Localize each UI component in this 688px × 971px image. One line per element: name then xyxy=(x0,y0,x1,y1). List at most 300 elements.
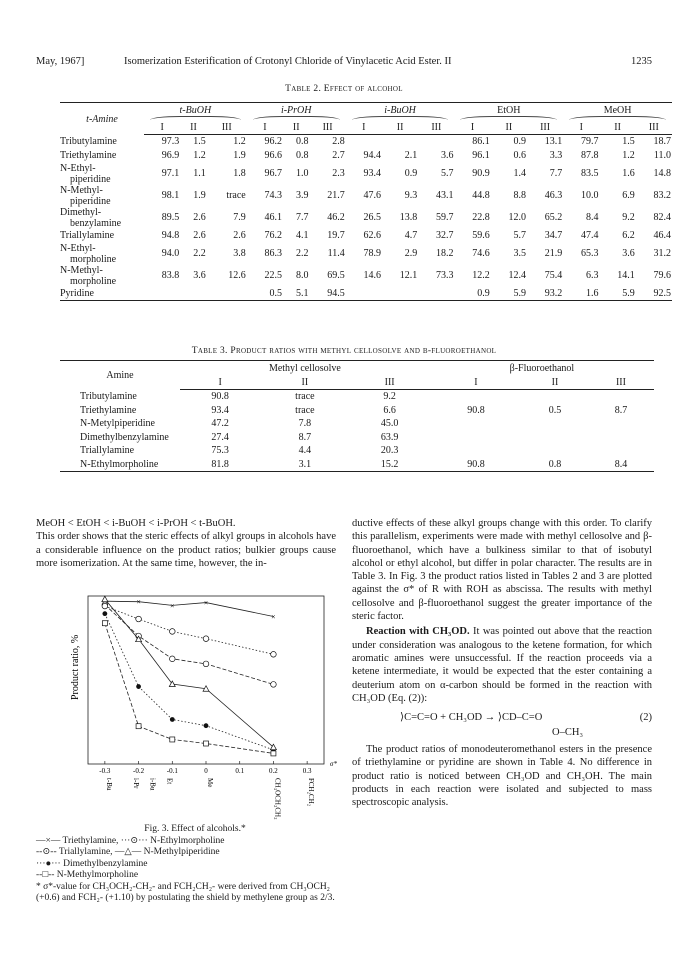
group-label: Et xyxy=(165,778,174,785)
table-cell: 1.2 xyxy=(622,150,635,161)
x-tick-label: 0.2 xyxy=(269,767,278,775)
data-point: × xyxy=(170,601,175,611)
table-row xyxy=(60,207,672,229)
table-cell: 2.6 xyxy=(193,212,206,223)
table3-subheader: I xyxy=(430,375,522,390)
table2-group-header: t-BuOH xyxy=(144,103,247,121)
table3-product-ratios xyxy=(60,360,654,472)
table-cell: 82.4 xyxy=(653,212,671,223)
data-point: × xyxy=(271,612,276,622)
paragraph: ductive effects of these alkyl groups change with this order. To clarify this parallelism, experiments were made with methyl cellosolve and β-fluoroethanol, which have a bulkiness similar to that of isobutyl alcohol or ethyl alcohol, but differ in polar character. The results are in Table 3. In Fig. 3 the product ratios listed in Tables 2 and 3 are plotted against the σ* of R with ROH as abscissa. The results with methyl cellosolve and β-fluoroethanol suggest the greater importance of the steric factor. xyxy=(352,518,652,623)
table-cell: 45.0 xyxy=(380,418,399,430)
right-column-text xyxy=(352,517,652,810)
table3-subheader: III xyxy=(349,375,429,390)
table-cell: 2.7 xyxy=(332,150,345,161)
table-cell: 5.9 xyxy=(599,287,635,301)
table-cell xyxy=(382,287,418,301)
legend-line: --□-- N-Methylmorpholine xyxy=(36,870,139,880)
table2-subheader: II xyxy=(180,120,206,135)
table-cell xyxy=(522,390,588,404)
table-cell: 1.9 xyxy=(193,190,206,201)
table-cell: 96.2 xyxy=(264,136,282,148)
table-cell: 0.8 xyxy=(295,150,309,161)
table-cell: 3.5 xyxy=(513,248,526,259)
table-cell: 3.6 xyxy=(440,150,454,161)
table-cell xyxy=(430,390,522,404)
table-cell xyxy=(588,444,654,458)
table2-alcohol-effect xyxy=(60,102,672,301)
page-number: 1235 xyxy=(631,56,652,67)
table-cell: 9.2 xyxy=(383,391,396,403)
amine-name: N-Ethyl- piperidine xyxy=(60,162,111,185)
table-cell: 0.6 xyxy=(513,150,526,161)
legend-line: ···●··· Dimethylbenzylamine xyxy=(36,858,148,869)
data-point xyxy=(203,636,209,642)
table-cell: 59.7 xyxy=(435,212,454,223)
table-cell xyxy=(588,390,654,404)
table-cell: 0.8 xyxy=(295,136,309,148)
equation xyxy=(352,705,652,743)
table2-subheader: I xyxy=(563,120,599,135)
table-cell: 2.2 xyxy=(193,248,206,259)
data-point xyxy=(271,751,276,756)
table-cell: 90.8 xyxy=(430,458,522,472)
table-row xyxy=(60,390,654,404)
table-cell xyxy=(430,444,522,458)
table-row xyxy=(60,404,654,418)
table-cell: 15.2 xyxy=(349,458,429,472)
data-point xyxy=(170,717,175,722)
table-cell: 6.9 xyxy=(622,190,635,201)
table-cell: 9.3 xyxy=(404,190,418,201)
table-cell: 0.9 xyxy=(454,287,490,301)
table-cell: 59.6 xyxy=(472,230,490,241)
table-cell: 96.6 xyxy=(264,150,282,161)
table-cell: 14.6 xyxy=(363,270,381,281)
table-cell: 74.3 xyxy=(264,190,282,201)
table-cell: 5.7 xyxy=(513,230,526,241)
data-point xyxy=(271,651,277,657)
table-cell xyxy=(430,431,522,445)
paragraph: This order shows that the steric effects of alkyl groups in alcohols have a considerable influence on the product ratios; bulkier groups cause more isomerization. At the same time, however, the in- xyxy=(36,531,336,569)
table-cell: 94.4 xyxy=(363,150,381,161)
equation-number: (2) xyxy=(639,712,652,724)
table-cell: 63.9 xyxy=(380,431,399,443)
table3-caption: Table 3. Product ratios with methyl cellosolve and β-fluoroethanol xyxy=(191,346,497,356)
table-cell: 1.2 xyxy=(233,136,246,148)
data-point xyxy=(169,656,175,662)
table-cell: 86.3 xyxy=(264,248,282,259)
data-point xyxy=(170,737,175,742)
table-cell: 5.9 xyxy=(491,287,527,301)
series-line xyxy=(105,605,274,685)
table-cell xyxy=(418,135,454,149)
data-point: × xyxy=(203,598,209,608)
table-cell: 0.9 xyxy=(513,136,526,148)
table2-subheader: I xyxy=(144,120,180,135)
table-cell: 1.0 xyxy=(295,168,309,179)
table-cell: 83.8 xyxy=(161,270,180,281)
table-cell: 96.7 xyxy=(264,168,282,179)
table-cell: 1.4 xyxy=(513,168,526,179)
table-cell: 0.8 xyxy=(522,458,588,472)
table-cell: 1.1 xyxy=(193,168,206,179)
table-row xyxy=(60,135,672,149)
table-cell: 20.3 xyxy=(380,445,399,457)
data-point xyxy=(203,661,209,667)
table-row xyxy=(60,149,672,163)
table-cell: 7.9 xyxy=(233,212,246,223)
table-cell: 4.1 xyxy=(295,230,309,241)
table-cell: 87.8 xyxy=(580,150,599,161)
figure-caption xyxy=(36,824,336,905)
table-cell: 1.6 xyxy=(622,168,635,179)
table-cell: 74.6 xyxy=(472,248,490,259)
table-cell: 90.9 xyxy=(472,168,490,179)
table-cell: 83.2 xyxy=(653,190,671,201)
table-cell: 0.9 xyxy=(404,168,418,179)
table-cell: 93.2 xyxy=(527,287,563,301)
table-cell: 47.6 xyxy=(363,190,381,201)
amine-name: N-Ethyl- morpholine xyxy=(60,242,117,265)
running-head-title: Isomerization Esterification of Crotonyl Chloride of Vinylacetic Acid Ester. II xyxy=(124,56,452,67)
table-cell xyxy=(430,417,522,431)
table-cell: 14.1 xyxy=(617,270,635,281)
table-cell xyxy=(144,287,180,301)
table3-subheader: III xyxy=(588,375,654,390)
table-cell: 1.2 xyxy=(193,150,206,161)
equation-sub: O–CH₃ xyxy=(552,727,584,739)
data-point xyxy=(204,723,209,728)
equation-main: ⟩C=C=O + CH₃OD → ⟩CD–C=O xyxy=(400,712,543,724)
table2-subheader: III xyxy=(207,120,247,135)
table-cell xyxy=(588,431,654,445)
data-point xyxy=(102,611,107,616)
table-cell: 2.3 xyxy=(332,168,345,179)
amine-name: N-Metylpiperidine xyxy=(80,418,155,430)
table-cell: 46.1 xyxy=(264,212,282,223)
table-cell: 97.1 xyxy=(161,168,180,179)
table-cell: 31.2 xyxy=(653,248,671,259)
table-cell: 2.1 xyxy=(404,150,418,161)
table-cell: 2.8 xyxy=(332,136,345,148)
table-cell: 90.8 xyxy=(211,391,229,403)
table-cell: 6.2 xyxy=(622,230,635,241)
table-cell: 3.6 xyxy=(193,270,206,281)
group-label: CH₃OCH₂CH₂ xyxy=(273,778,282,820)
table-cell: 8.7 xyxy=(298,431,312,443)
table-cell: 2.2 xyxy=(295,248,309,259)
figure-footnote: * σ*-value for CH₃OCH₂-CH₂- and FCH₂CH₂- were derived from CH₃OCH₂ (+0.6) and FCH₂- (+1.10) by postulating the shield by methylene group as 2/3. xyxy=(36,881,335,903)
table-cell: 65.3 xyxy=(580,248,599,259)
table-row xyxy=(60,458,654,472)
series-line xyxy=(105,599,274,747)
data-point xyxy=(102,621,107,626)
table-cell: 4.7 xyxy=(404,230,418,241)
table2-subheader: II xyxy=(283,120,309,135)
table-cell xyxy=(207,287,247,301)
table-cell: 62.6 xyxy=(363,230,381,241)
series-line xyxy=(105,614,274,750)
table-cell: 8.0 xyxy=(295,270,309,281)
table-cell xyxy=(588,417,654,431)
table-cell: 94.5 xyxy=(309,287,345,301)
table-cell: 8.4 xyxy=(588,458,654,472)
table-cell: 44.8 xyxy=(472,190,490,201)
amine-name: Dimethylbenzylamine xyxy=(80,431,169,443)
table-cell: trace xyxy=(295,391,315,403)
amine-name: N-Ethylmorpholine xyxy=(60,458,180,472)
table-cell: 4.4 xyxy=(298,445,312,457)
table3-amine-header: Amine xyxy=(106,369,134,381)
table2-caption: Table 2. Effect of alcohol xyxy=(285,84,403,94)
table-cell: 47.2 xyxy=(211,418,229,430)
amine-name: Dimethyl- benzylamine xyxy=(60,206,122,229)
table2-subheader: III xyxy=(636,120,672,135)
amine-name: Tributylamine xyxy=(60,136,117,147)
paragraph: It was pointed out above that the reaction under consideration was analogous to the ketene formation, for which aromatic amines were unsuccessful. If the reaction proceeds via a ketene intermediate, it would be expected that the ester containing a deuterium atom on α-carbon should be formed in the reaction with CH₃OD (Eq. (2)): xyxy=(352,626,652,704)
amine-name: Triethylamine xyxy=(80,404,137,416)
table-cell: 12.4 xyxy=(508,270,526,281)
table-cell: 3.9 xyxy=(295,190,309,201)
table-cell: 93.4 xyxy=(211,404,229,416)
data-point xyxy=(136,724,141,729)
table-cell: 12.1 xyxy=(399,270,418,281)
table-cell: 1.5 xyxy=(622,136,635,148)
table-cell: 3.8 xyxy=(233,248,246,259)
table-row xyxy=(60,163,672,185)
table-cell: 79.7 xyxy=(580,136,599,148)
amine-name: Triethylamine xyxy=(60,150,117,161)
table-cell: 69.5 xyxy=(327,270,345,281)
table-cell: 11.4 xyxy=(327,248,345,259)
table-cell: 78.9 xyxy=(363,248,381,259)
alcohol-order: MeOH < EtOH < i-BuOH < i-PrOH < t-BuOH. xyxy=(36,518,236,529)
data-point xyxy=(204,741,209,746)
data-point xyxy=(271,682,277,688)
table-cell: 27.4 xyxy=(211,431,229,443)
table-cell: 81.8 xyxy=(180,458,260,472)
table-row xyxy=(60,229,672,243)
x-tick-label: 0 xyxy=(204,767,208,775)
table-cell: 46.2 xyxy=(327,212,345,223)
data-point xyxy=(136,684,141,689)
table2-subheader: I xyxy=(454,120,490,135)
table3-group-header: Methyl cellosolve xyxy=(268,362,341,374)
table2-subheader: III xyxy=(309,120,345,135)
table-cell: 6.3 xyxy=(585,270,599,281)
group-label: Me xyxy=(206,778,214,788)
group-label: i-Bu xyxy=(148,778,157,791)
table-cell: 13.1 xyxy=(544,136,563,148)
table-cell: 89.5 xyxy=(161,212,180,223)
table-row xyxy=(60,431,654,445)
table-cell: 43.1 xyxy=(435,190,454,201)
x-tick-label: -0.2 xyxy=(133,767,145,775)
table-row xyxy=(60,417,654,431)
left-column-text xyxy=(36,517,336,570)
table-row xyxy=(60,185,672,207)
table-cell: trace xyxy=(295,404,315,416)
table-cell: 97.3 xyxy=(161,136,180,148)
table3-subheader: I xyxy=(180,375,260,390)
table-cell: 94.0 xyxy=(161,248,180,259)
series-line xyxy=(105,598,274,616)
figure-3-chart xyxy=(66,590,336,825)
table2-subheader: II xyxy=(599,120,635,135)
table-cell: 22.8 xyxy=(472,212,490,223)
table-cell: 2.6 xyxy=(193,230,206,241)
table-cell: 75.3 xyxy=(211,445,229,457)
amine-name: N-Methyl- piperidine xyxy=(60,184,111,207)
table-cell: 86.1 xyxy=(472,136,490,148)
table-cell: 7.7 xyxy=(295,212,309,223)
table-cell: 1.8 xyxy=(233,168,246,179)
table2-subheader: III xyxy=(418,120,454,135)
table-cell: 75.4 xyxy=(544,270,563,281)
table-cell: 21.7 xyxy=(327,190,345,201)
amine-name: Pyridine xyxy=(60,287,144,301)
section-heading: Reaction with CH₃OD. xyxy=(366,626,470,638)
table-row xyxy=(60,444,654,458)
table2-group-header: EtOH xyxy=(454,103,563,121)
group-label: FCH₂CH₂ xyxy=(307,778,316,807)
legend-line: —×— Triethylamine, ···⊙··· N-Ethylmorpholine xyxy=(36,835,225,846)
table-cell: 3.3 xyxy=(549,150,563,161)
table-cell xyxy=(522,444,588,458)
table2-subheader: II xyxy=(382,120,418,135)
table-cell: 0.5 xyxy=(247,287,283,301)
table-cell: 8.4 xyxy=(585,212,599,223)
table-cell: 2.9 xyxy=(404,248,418,259)
table-cell: 47.4 xyxy=(580,230,599,241)
table3-group-header: β-Fluoroethanol xyxy=(509,362,575,374)
table-row xyxy=(60,287,672,301)
table-cell: 93.4 xyxy=(363,168,381,179)
table-cell: 34.7 xyxy=(544,230,563,241)
amine-name: Triallylamine xyxy=(60,230,115,241)
table-cell: 14.8 xyxy=(653,168,671,179)
table-cell: 18.2 xyxy=(435,248,454,259)
table-cell: 12.6 xyxy=(228,270,246,281)
running-head-date: May, 1967] xyxy=(36,56,85,67)
table-cell: 12.0 xyxy=(508,212,526,223)
table3-subheader: II xyxy=(522,375,588,390)
table-cell: 7.8 xyxy=(298,418,312,430)
table-cell: 83.5 xyxy=(580,168,599,179)
table-cell xyxy=(346,287,382,301)
series-line xyxy=(105,623,274,753)
data-point xyxy=(102,603,108,609)
x-tick-label: 0.3 xyxy=(302,767,312,775)
table-cell: 18.7 xyxy=(653,136,671,148)
table-cell: 11.0 xyxy=(653,150,671,161)
table-cell: 73.3 xyxy=(435,270,454,281)
table-cell: 46.4 xyxy=(653,230,671,241)
table2-subheader: III xyxy=(527,120,563,135)
x-axis-symbol: σ* xyxy=(330,760,337,768)
table-cell: 96.1 xyxy=(472,150,490,161)
table-cell: 5.1 xyxy=(283,287,309,301)
table2-group-header: MeOH xyxy=(563,103,672,121)
data-point xyxy=(136,616,142,622)
table-cell: 32.7 xyxy=(435,230,454,241)
table-cell xyxy=(346,135,382,149)
table-cell: 1.5 xyxy=(193,136,206,148)
table-cell: 22.5 xyxy=(264,270,282,281)
group-label: t-Bu xyxy=(104,778,113,791)
table2-subheader: I xyxy=(346,120,382,135)
x-tick-label: -0.1 xyxy=(166,767,178,775)
table-cell: 10.0 xyxy=(580,190,599,201)
amine-name: Tributylamine xyxy=(80,391,137,402)
table-cell: 96.9 xyxy=(161,150,180,161)
table-cell xyxy=(522,417,588,431)
table-cell: 94.8 xyxy=(161,230,180,241)
table-cell: 46.3 xyxy=(544,190,563,201)
legend-line: --⊙-- Triallylamine, —△— N-Methylpiperidine xyxy=(36,847,220,857)
table-cell: 26.5 xyxy=(363,212,381,223)
table-cell: 76.2 xyxy=(264,230,282,241)
table2-subheader: I xyxy=(247,120,283,135)
series-line xyxy=(105,606,274,654)
table-cell: 1.9 xyxy=(233,150,246,161)
table-cell: 8.7 xyxy=(614,404,628,416)
table-cell: 19.7 xyxy=(327,230,345,241)
table-cell: 9.2 xyxy=(622,212,635,223)
table-cell: 3.6 xyxy=(622,248,635,259)
table-row xyxy=(60,265,672,287)
figure-title: Fig. 3. Effect of alcohols.* xyxy=(144,824,246,834)
table-cell xyxy=(382,135,418,149)
table-cell: 98.1 xyxy=(161,190,180,201)
table2-amine-header: t-Amine xyxy=(86,114,118,126)
table-cell: 0.5 xyxy=(548,404,562,416)
table2-subheader: II xyxy=(491,120,527,135)
table-cell: 7.7 xyxy=(549,168,563,179)
table-cell xyxy=(522,431,588,445)
table-cell: 2.6 xyxy=(233,230,246,241)
x-tick-label: 0.1 xyxy=(235,767,245,775)
amine-name: N-Methyl- morpholine xyxy=(60,264,117,287)
table-cell: 92.5 xyxy=(636,287,672,301)
group-label: i-Pr xyxy=(131,778,140,789)
table-cell: 21.9 xyxy=(544,248,563,259)
table3-subheader: II xyxy=(260,375,349,390)
paragraph: The product ratios of monodeuteromethanol esters in the presence of triethylamine or pyridine are shown in Table 4. No difference in product ratio is noticed between CH₃OD and CH₃OH. The main products in each reaction were isolated and subjected to mass spectroscopic analysis. xyxy=(352,744,652,809)
amine-name: Triallylamine xyxy=(80,445,135,457)
table-row xyxy=(60,243,672,265)
table-cell xyxy=(418,287,454,301)
table-cell: 79.6 xyxy=(653,270,671,281)
y-axis-label: Product ratio, % xyxy=(70,634,81,700)
data-point xyxy=(169,629,175,635)
x-tick-label: -0.3 xyxy=(99,767,111,775)
table2-group-header: i-BuOH xyxy=(346,103,455,121)
table-cell: 65.2 xyxy=(544,212,563,223)
table-cell xyxy=(180,287,206,301)
table-cell: 8.8 xyxy=(513,190,526,201)
table-cell: 90.8 xyxy=(467,404,485,416)
table-cell: trace xyxy=(226,190,246,201)
table-cell: 1.6 xyxy=(563,287,599,301)
table-cell: 13.8 xyxy=(399,212,418,223)
table2-group-header: i-PrOH xyxy=(247,103,346,121)
table-cell: 3.1 xyxy=(260,458,349,472)
data-point: × xyxy=(136,597,141,607)
table-cell: 12.2 xyxy=(472,270,490,281)
table-cell: 6.6 xyxy=(383,404,396,416)
